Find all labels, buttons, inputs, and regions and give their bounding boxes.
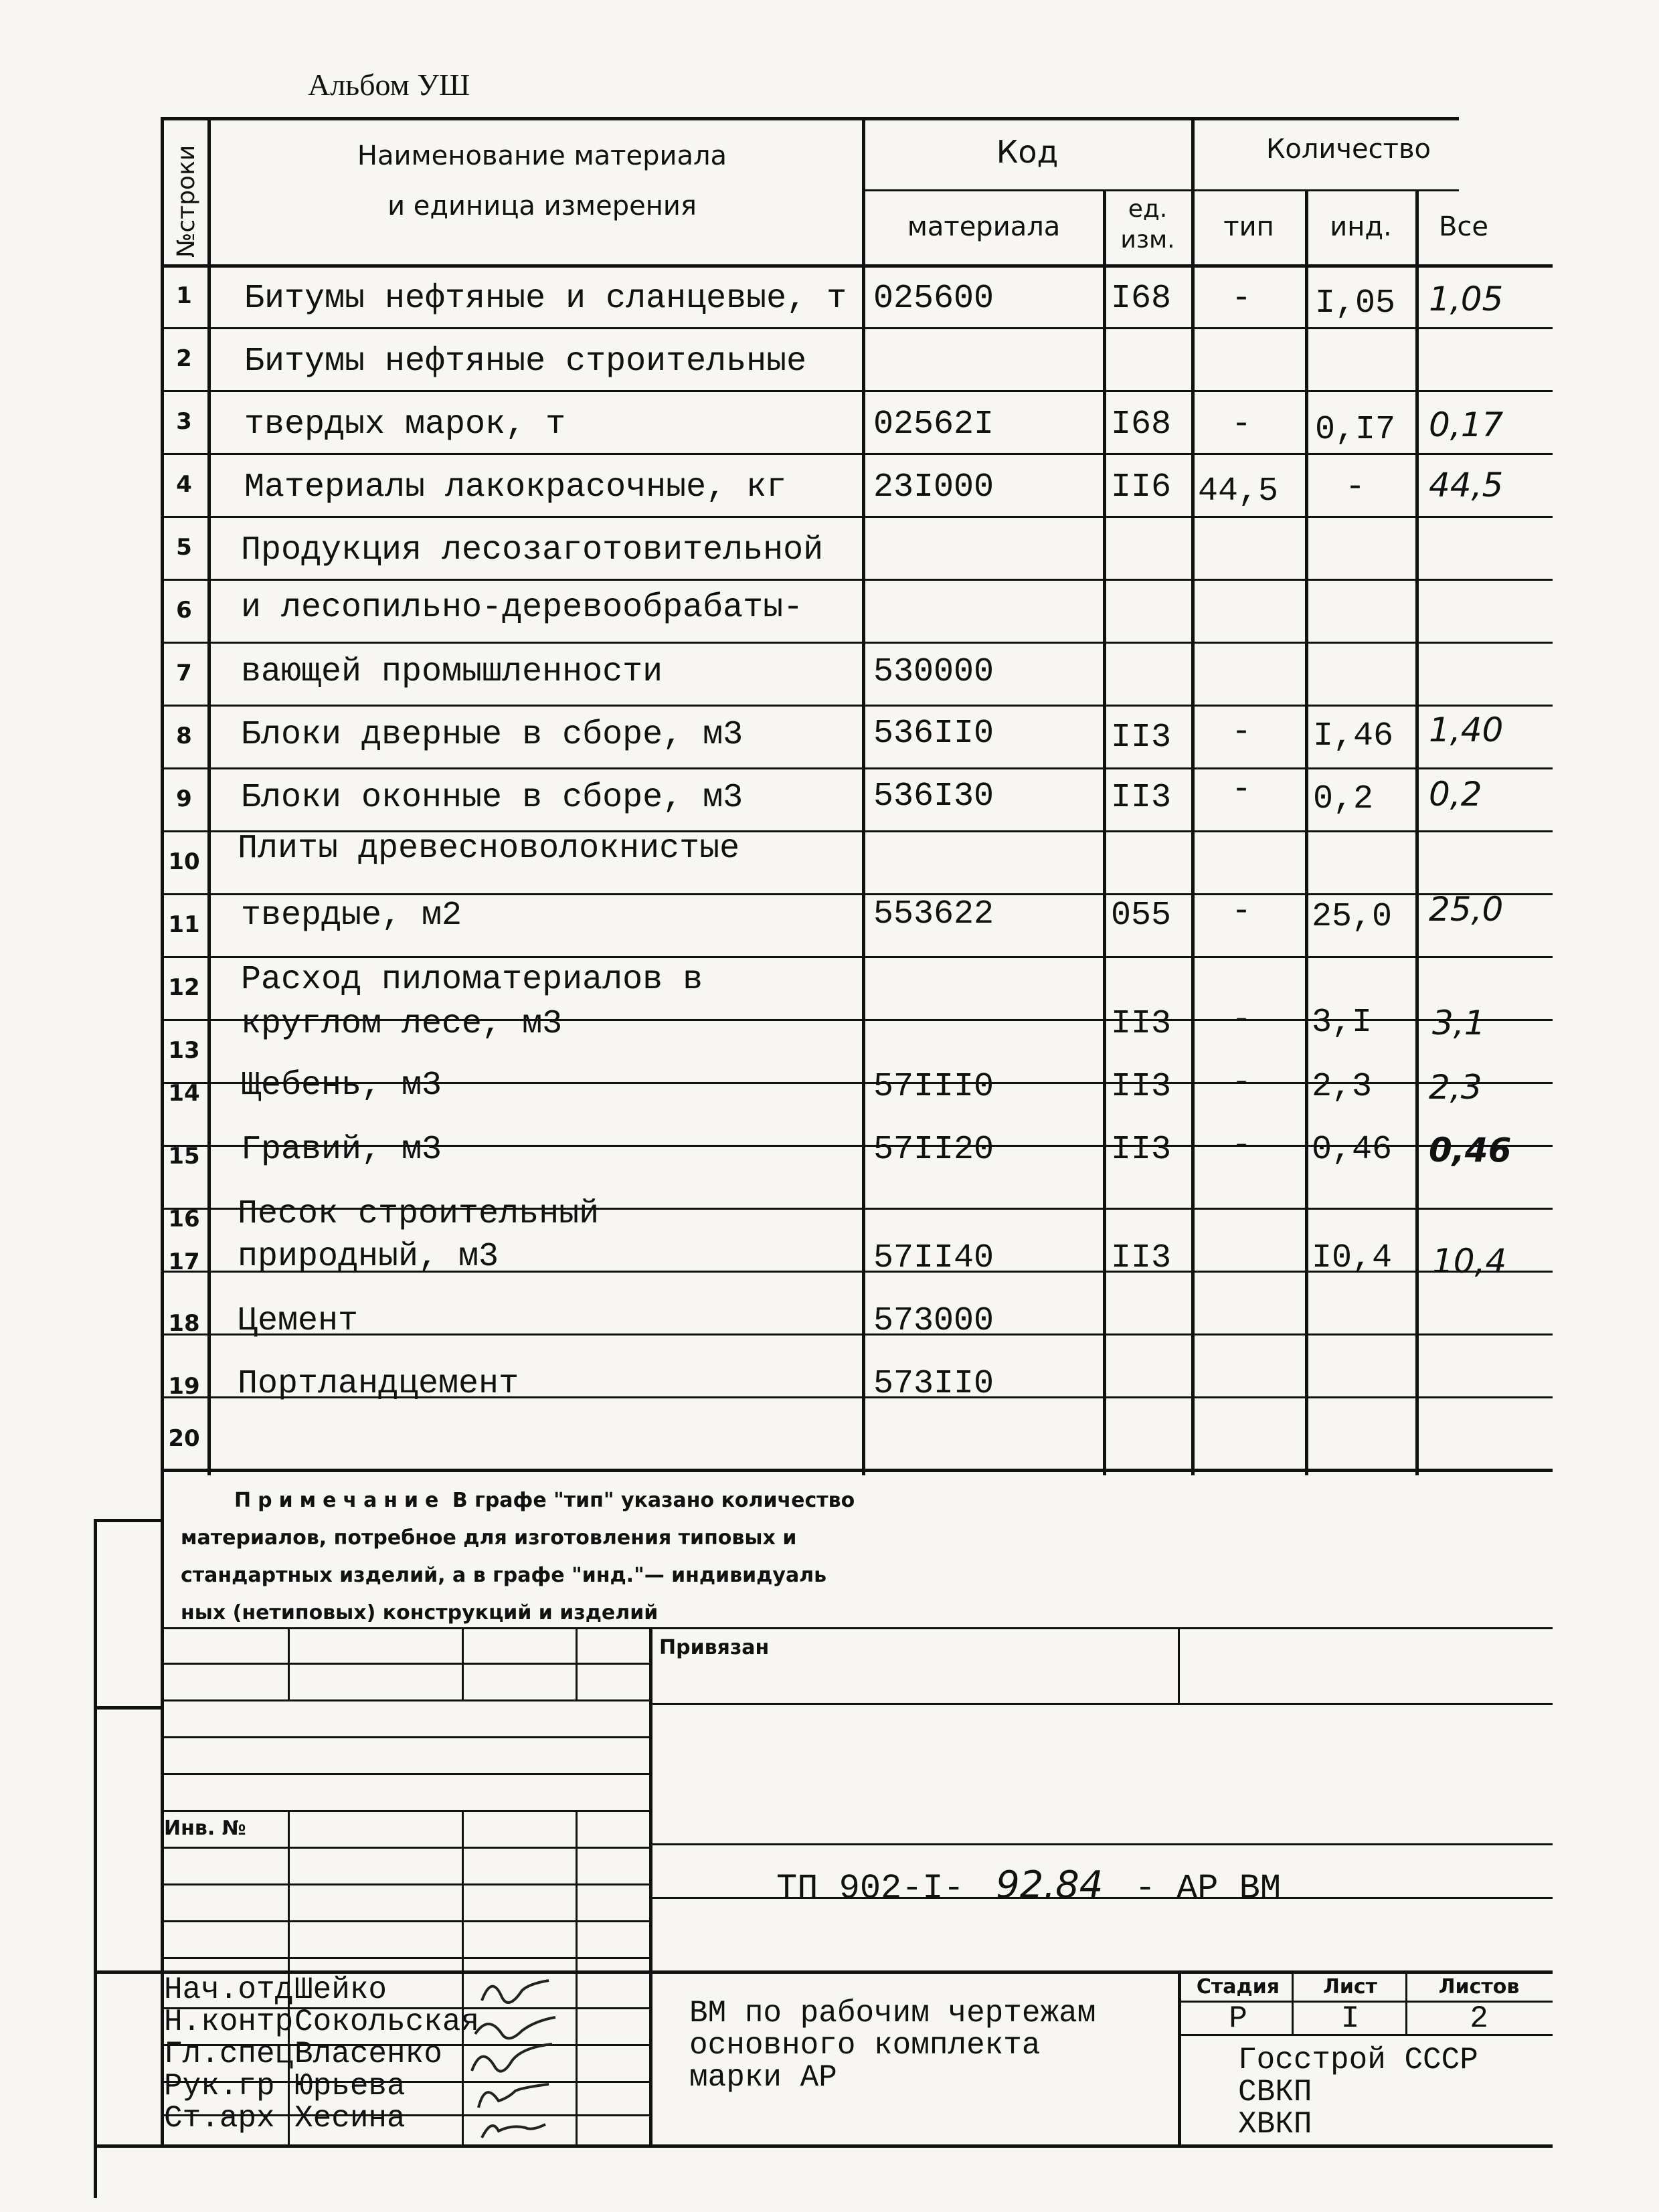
- row-ind: 3,I: [1312, 1004, 1373, 1042]
- sheet-value: I: [1340, 2001, 1360, 2036]
- header-name-line1: Наименование материала: [357, 141, 727, 171]
- row-name: Битумы нефтяные строительные: [244, 343, 807, 381]
- row-unit: II3: [1111, 1131, 1172, 1169]
- organization-line: СВКП: [1238, 2075, 1312, 2110]
- row-number: 13: [168, 1037, 200, 1064]
- role-label: Рук.гр: [164, 2069, 275, 2104]
- description-line: ВМ по рабочим чертежам: [689, 1996, 1096, 2031]
- row-number: 5: [176, 534, 192, 561]
- row-number: 18: [168, 1310, 200, 1337]
- stage-value: Р: [1229, 2001, 1247, 2036]
- row-ind: -: [1345, 468, 1366, 506]
- row-name: Продукция лесозаготовительной: [241, 531, 824, 569]
- sheets-label: Листов: [1438, 1975, 1520, 1999]
- row-total: 1,05: [1429, 280, 1504, 318]
- row-ind: 0,2: [1313, 780, 1374, 818]
- row-name: Блоки дверные в сборе, м3: [241, 716, 744, 754]
- row-ind: 25,0: [1312, 898, 1393, 936]
- description-line: марки АР: [689, 2060, 837, 2095]
- role-label: Гл.спец: [164, 2037, 294, 2071]
- row-typ: -: [1231, 280, 1252, 318]
- privyazan-label: Привязан: [659, 1636, 770, 1659]
- row-ind: 0,I7: [1315, 411, 1396, 449]
- row-unit: II6: [1111, 468, 1172, 506]
- row-name: Цемент: [238, 1302, 359, 1340]
- row-total: 25,0: [1429, 890, 1504, 929]
- sheet-label: Лист: [1322, 1975, 1378, 1999]
- row-name: вающей промышленности: [241, 653, 663, 691]
- person-name: Юрьева: [294, 2069, 406, 2104]
- row-number: 7: [176, 660, 192, 686]
- row-number: 15: [168, 1143, 200, 1170]
- row-number: 11: [168, 911, 200, 938]
- person-name: Хесина: [294, 2101, 406, 2136]
- header-code: Код: [996, 134, 1059, 170]
- stage-label: Стадия: [1196, 1975, 1280, 1999]
- row-total: 0,46: [1429, 1131, 1512, 1170]
- document-code: [776, 1863, 1281, 1908]
- row-code: 573000: [873, 1302, 994, 1340]
- row-name: Портландцемент: [238, 1365, 519, 1403]
- row-name: твердые, м2: [241, 897, 462, 935]
- row-unit: II3: [1111, 1068, 1172, 1106]
- row-total: 44,5: [1429, 466, 1504, 504]
- row-name: Материалы лакокрасочные, кг: [244, 468, 787, 506]
- row-ind: I,05: [1315, 284, 1396, 322]
- row-total: 0,17: [1429, 405, 1504, 444]
- document-code-number: 92.84: [996, 1863, 1104, 1907]
- row-name: Блоки оконные в сборе, м3: [241, 779, 744, 817]
- row-unit: II3: [1111, 1005, 1172, 1043]
- header-name-line2: и единица измерения: [387, 191, 697, 221]
- note-line2: материалов, потребное для изготовления типовых и: [181, 1526, 797, 1550]
- row-name: Песок строительный: [238, 1195, 600, 1233]
- row-code: 536I30: [873, 777, 994, 816]
- row-typ: -: [1231, 771, 1252, 809]
- role-label: Н.контр: [164, 2005, 294, 2039]
- role-list: [164, 1974, 293, 2134]
- row-number: 19: [168, 1373, 200, 1400]
- header-material: материала: [907, 211, 1061, 242]
- row-number: 16: [168, 1206, 200, 1232]
- row-total: 1,40: [1429, 711, 1504, 749]
- row-ind: 2,3: [1312, 1068, 1373, 1106]
- header-typ: тип: [1223, 211, 1274, 242]
- sheets-value: 2: [1470, 2001, 1488, 2036]
- row-unit: 055: [1111, 897, 1172, 935]
- row-unit: I68: [1111, 280, 1172, 318]
- person-name: Власенко: [294, 2037, 442, 2071]
- row-number: 14: [168, 1080, 200, 1107]
- header-unit-line2: изм.: [1120, 226, 1175, 254]
- row-name: Щебень, м3: [241, 1067, 442, 1105]
- name-list: [294, 1974, 479, 2134]
- row-typ: -: [1231, 1064, 1252, 1102]
- row-typ: -: [1231, 1127, 1252, 1165]
- row-code: 02562I: [873, 405, 994, 444]
- row-typ: -: [1231, 405, 1252, 444]
- row-unit: I68: [1111, 405, 1172, 444]
- inv-number-label: Инв. №: [164, 1817, 246, 1840]
- row-code: 530000: [873, 653, 994, 691]
- row-typ: -: [1231, 893, 1252, 931]
- note-label: Примечание: [234, 1489, 446, 1512]
- row-code: 57II20: [873, 1131, 994, 1169]
- row-total: 3,1: [1432, 1004, 1486, 1042]
- row-number: 6: [176, 597, 192, 624]
- row-number: 10: [168, 848, 200, 875]
- row-unit: II3: [1111, 719, 1172, 757]
- person-name: Сокольская: [294, 2005, 480, 2039]
- role-label: Ст.арх: [164, 2101, 275, 2136]
- row-number: 9: [176, 786, 192, 812]
- header-row-number: №строки: [173, 145, 200, 258]
- row-code: 57II40: [873, 1239, 994, 1277]
- row-total: 0,2: [1429, 775, 1482, 814]
- header-ind: инд.: [1330, 211, 1392, 242]
- note-line4: ных (нетиповых) конструкций и изделий: [181, 1601, 659, 1625]
- header-total: Все: [1438, 211, 1489, 242]
- row-name: и лесопильно-деревообрабаты-: [241, 589, 804, 627]
- note-line1: В графе "тип" указано количество: [445, 1489, 855, 1512]
- row-ind: 0,46: [1312, 1131, 1393, 1169]
- document-code-prefix: ТП 902-I-: [776, 1869, 964, 1908]
- row-typ: -: [1231, 1001, 1252, 1039]
- row-name: твердых марок, т: [244, 405, 566, 444]
- row-name: Расход пиломатериалов в: [241, 961, 703, 999]
- row-number: 1: [176, 282, 192, 309]
- document-code-suffix: - АР ВМ: [1134, 1869, 1282, 1908]
- note-block: [181, 1482, 1051, 1632]
- row-unit: II3: [1111, 1239, 1172, 1277]
- row-code: 57III0: [873, 1068, 994, 1106]
- organization-line: Госстрой СССР: [1238, 2043, 1478, 2078]
- row-ind: I,46: [1313, 717, 1394, 755]
- organization: [1238, 2044, 1478, 2140]
- person-name: Шейко: [294, 1972, 387, 2007]
- description-line: основного комплекта: [689, 2028, 1041, 2063]
- album-title: Альбом УШ: [308, 68, 470, 102]
- row-code: 025600: [873, 280, 994, 318]
- document-description: [689, 1997, 1096, 2094]
- row-code: 573II0: [873, 1365, 994, 1403]
- row-number: 8: [176, 723, 192, 749]
- note-line3: стандартных изделий, а в графе "инд."— индивидуаль: [181, 1564, 827, 1587]
- header-unit-line1: ед.: [1128, 195, 1168, 223]
- row-number: 12: [168, 974, 200, 1001]
- row-name: Битумы нефтяные и сланцевые, т: [244, 280, 847, 318]
- row-total: 10,4: [1432, 1242, 1507, 1281]
- row-name: Плиты древесноволокнистые: [238, 830, 740, 868]
- row-typ: 44,5: [1198, 472, 1279, 511]
- row-code: 553622: [873, 895, 994, 933]
- row-total: 2,3: [1429, 1068, 1482, 1107]
- header-quantity: Количество: [1265, 134, 1431, 165]
- row-name: круглом лесе, м3: [241, 1005, 563, 1043]
- row-number: 3: [176, 408, 192, 435]
- row-name: Гравий, м3: [241, 1131, 442, 1169]
- row-code: 23I000: [873, 468, 994, 506]
- organization-line: ХВКП: [1238, 2107, 1312, 2142]
- row-number: 4: [176, 471, 192, 498]
- row-unit: II3: [1111, 779, 1172, 817]
- row-number: 17: [168, 1249, 200, 1275]
- row-number: 20: [168, 1425, 200, 1452]
- row-ind: I0,4: [1312, 1239, 1393, 1277]
- row-typ: -: [1231, 713, 1252, 751]
- row-number: 2: [176, 345, 192, 372]
- row-name: природный, м3: [238, 1238, 499, 1276]
- role-label: Нач.отд: [164, 1972, 294, 2007]
- signature-scribbles: [468, 1970, 576, 2144]
- row-code: 536II0: [873, 715, 994, 753]
